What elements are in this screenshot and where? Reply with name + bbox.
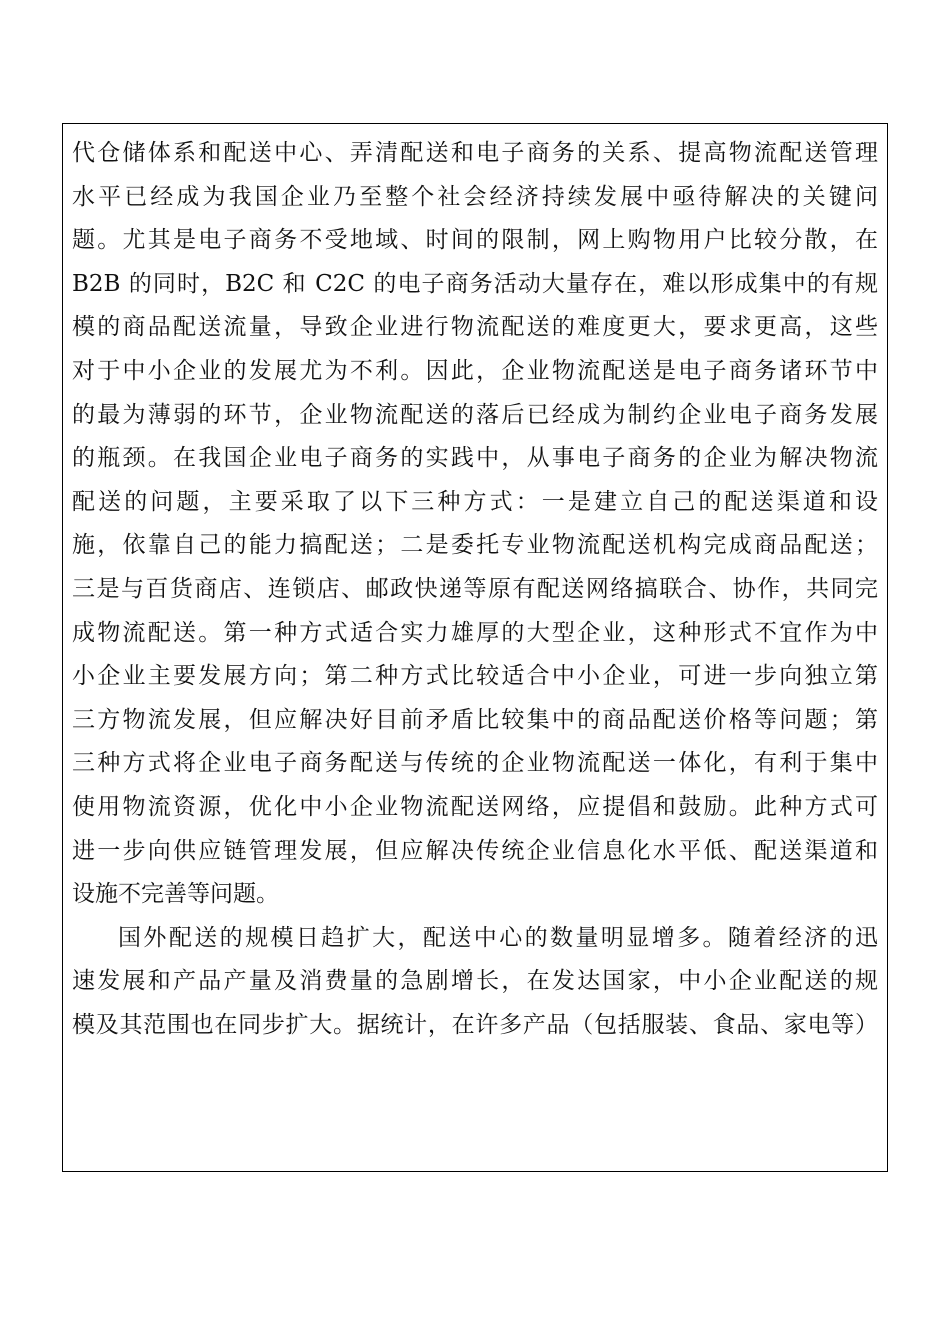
text-line: 三是与百货商店、连锁店、邮政快递等原有配送网络搞联合、协作，共同完 — [72, 575, 878, 602]
text-line: 设施不完善等问题。 — [72, 881, 279, 908]
text-line: 进一步向供应链管理发展，但应解决传统企业信息化水平低、配送渠道和 — [72, 837, 878, 864]
text-line: 速发展和产品产量及消费量的急剧增长，在发达国家，中小企业配送的规 — [72, 968, 878, 995]
text-line: 国外配送的规模日趋扩大，配送中心的数量明显增多。随着经济的迅 — [118, 924, 878, 951]
text-line: 的最为薄弱的环节，企业物流配送的落后已经成为制约企业电子商务发展 — [72, 401, 878, 428]
text-line: 三种方式将企业电子商务配送与传统的企业物流配送一体化，有利于集中 — [72, 750, 878, 777]
text-line: 小企业主要发展方向；第二种方式比较适合中小企业，可进一步向独立第 — [72, 663, 878, 690]
text-line: 配送的问题，主要采取了以下三种方式：一是建立自己的配送渠道和设 — [72, 488, 878, 515]
text-line: 施，依靠自己的能力搞配送；二是委托专业物流配送机构完成商品配送； — [72, 532, 878, 559]
text-line: 模及其范围也在同步扩大。据统计，在许多产品（包括服装、食品、家电等） — [72, 1011, 878, 1038]
body-text — [72, 132, 878, 1047]
text-line: B2B 的同时，B2C 和 C2C 的电子商务活动大量存在，难以形成集中的有规 — [72, 270, 878, 297]
text-line: 使用物流资源，优化中小企业物流配送网络，应提倡和鼓励。此种方式可 — [72, 793, 878, 820]
text-line: 对于中小企业的发展尤为不利。因此，企业物流配送是电子商务诸环节中 — [72, 357, 878, 384]
text-line: 题。尤其是电子商务不受地域、时间的限制，网上购物用户比较分散，在 — [72, 227, 878, 254]
text-line: 水平已经成为我国企业乃至整个社会经济持续发展中亟待解决的关键问 — [72, 183, 878, 210]
text-line: 模的商品配送流量，导致企业进行物流配送的难度更大，要求更高，这些 — [72, 314, 878, 341]
text-line: 的瓶颈。在我国企业电子商务的实践中，从事电子商务的企业为解决物流 — [72, 445, 878, 472]
text-line: 代仓储体系和配送中心、弄清配送和电子商务的关系、提高物流配送管理 — [72, 140, 878, 166]
text-line: 成物流配送。第一种方式适合实力雄厚的大型企业，这种形式不宜作为中 — [72, 619, 878, 646]
text-line: 三方物流发展，但应解决好目前矛盾比较集中的商品配送价格等问题；第 — [72, 706, 878, 733]
